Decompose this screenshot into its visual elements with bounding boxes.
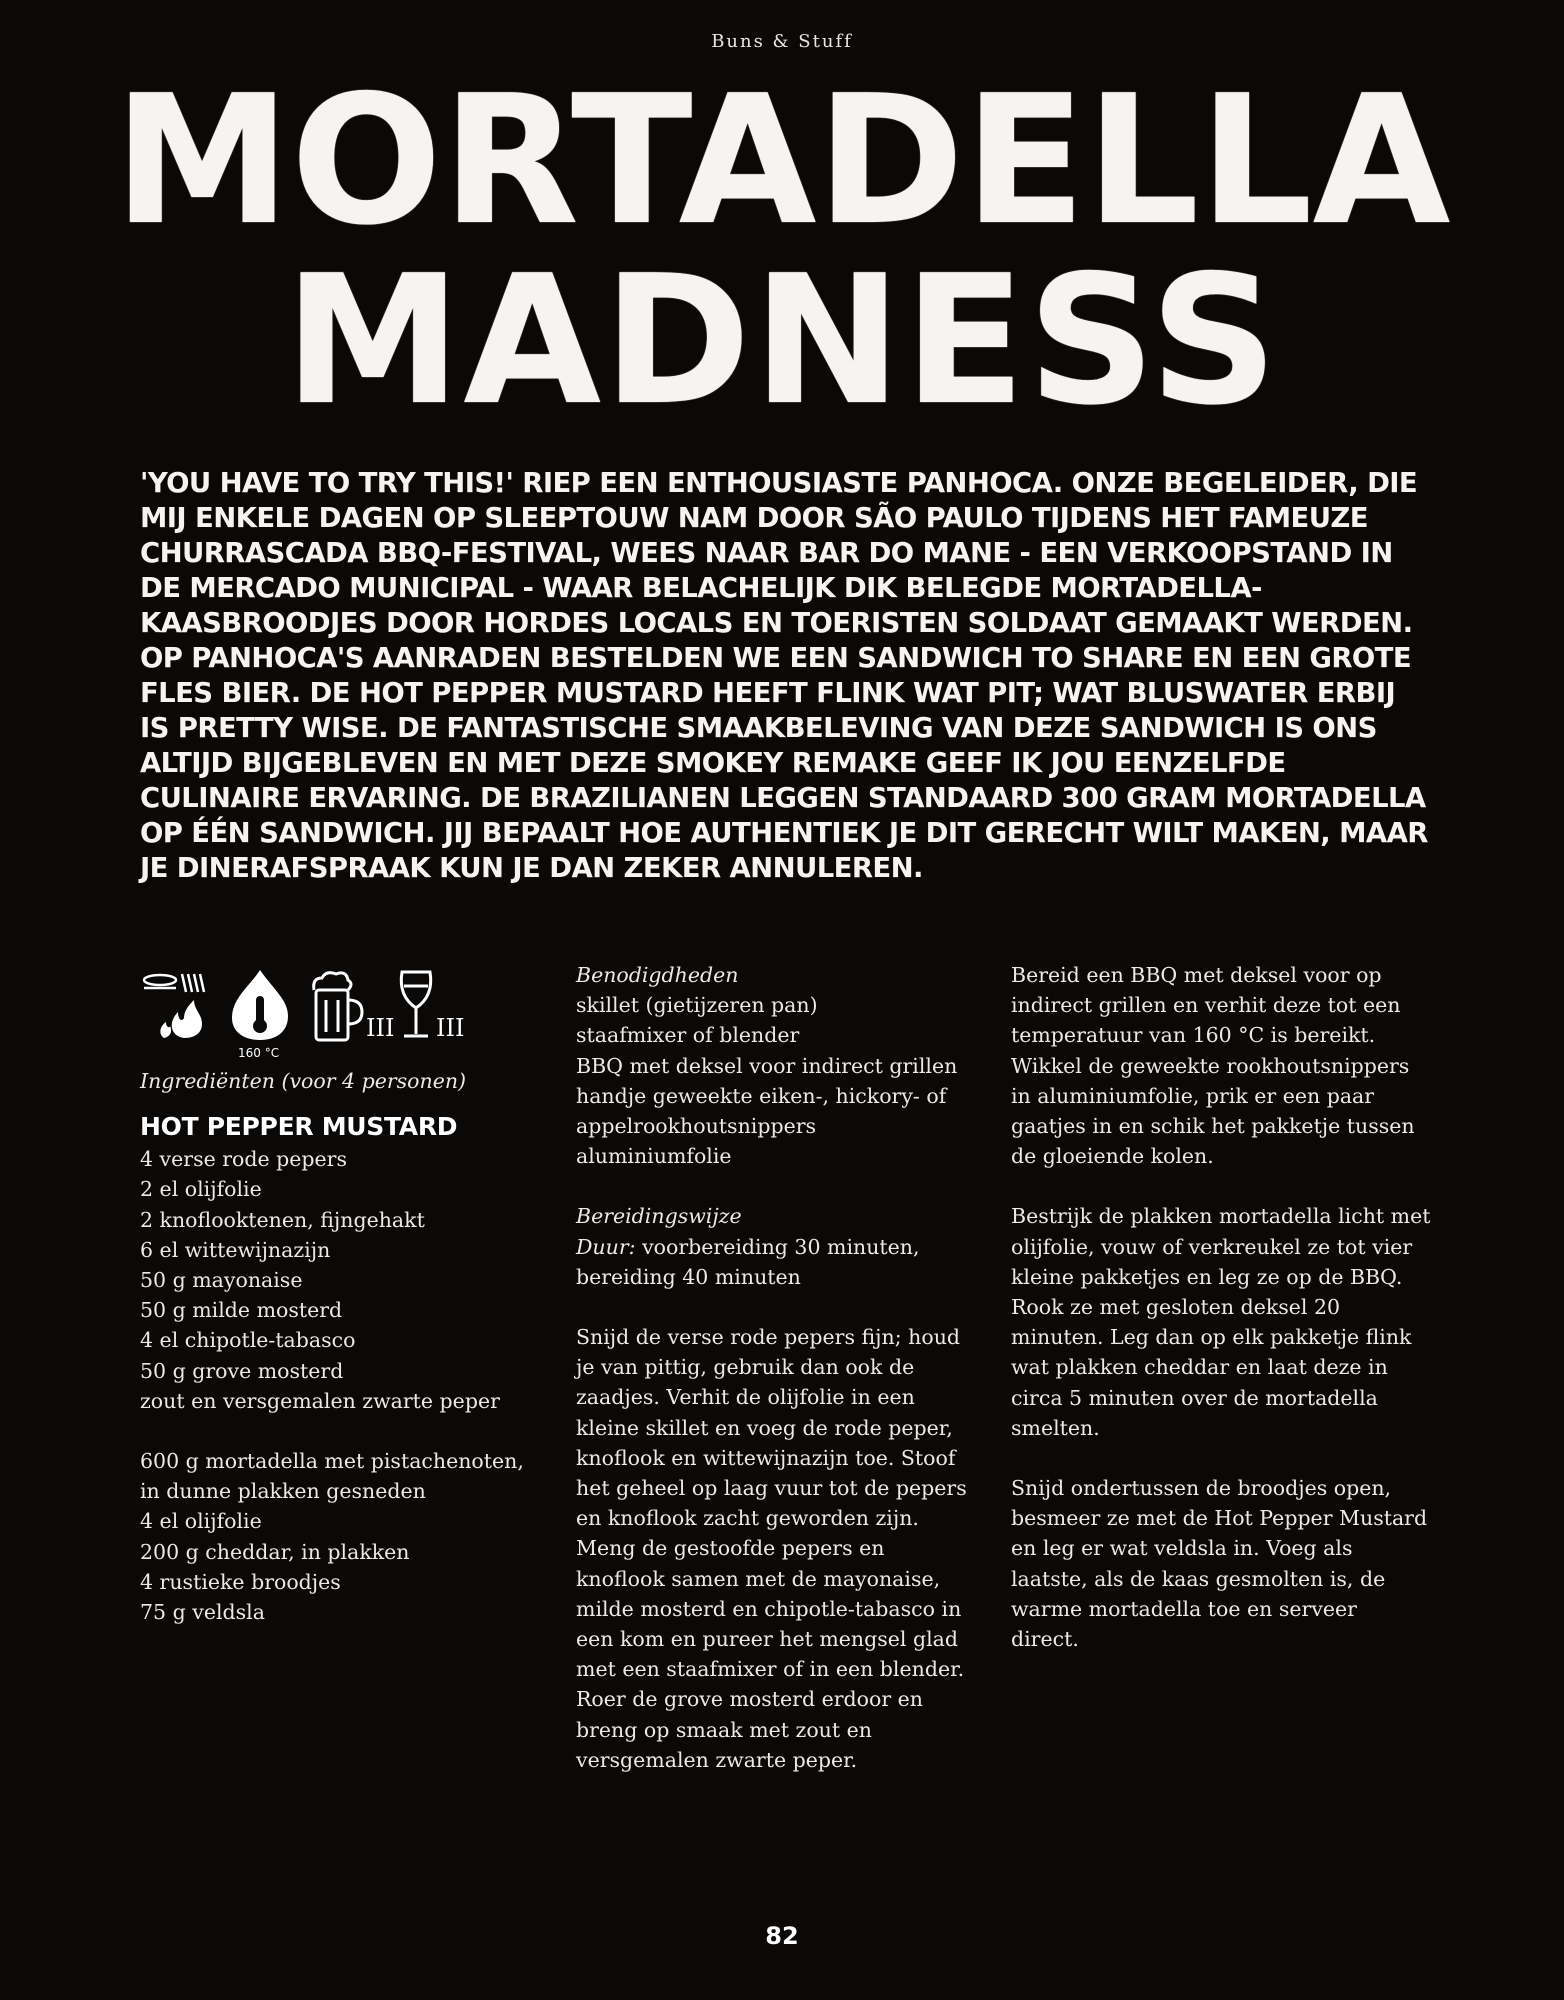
thermometer-icon	[232, 970, 288, 1040]
equipment-item: staafmixer of blender	[576, 1023, 800, 1048]
ingredients-column	[140, 960, 540, 1627]
ingredient-item: 50 g mayonaise	[140, 1268, 303, 1293]
ingredient-item: 75 g veldsla	[140, 1600, 265, 1625]
page-number: 82	[765, 1922, 799, 1950]
indirect-grill-icon	[144, 974, 204, 992]
duration	[576, 1232, 976, 1292]
equipment-item: skillet (gietijzeren pan)	[576, 993, 818, 1018]
ingredients-heading: Ingrediënten (voor 4 personen)	[140, 1069, 467, 1093]
duration-text: voorbereiding 30 minuten, bereiding 40 minuten	[576, 1234, 920, 1289]
beer-rating: III	[366, 1014, 395, 1042]
page-title-line2: MADNESS	[284, 237, 1280, 444]
page-title-line1: MORTADELLA	[113, 57, 1451, 264]
ingredient-item: 6 el wittewijnazijn	[140, 1237, 331, 1262]
ingredient-item: 50 g grove mosterd	[140, 1358, 344, 1383]
beer-icon	[314, 973, 362, 1040]
wine-rating: III	[436, 1014, 465, 1042]
fire-icon	[160, 1000, 202, 1038]
intro-text: 'YOU HAVE TO TRY THIS!' RIEP EEN ENTHOUSIASTE PANHOCA. ONZE BEGELEIDER, DIE MIJ ENKELE DAGEN OP SLEEPTOUW NAM DOOR SÃO PAULO TIJDENS HET FAMEUZE CHURRASCADA BBQ-FESTIVAL, WEES NAAR BAR DO MANE - EEN VERKOOPSTAND IN DE MERCADO MUNICIPAL - WAAR BELACHELIJK DIK BELEGDE MORTADELLA-KAASBROODJES DOOR HORDES LOCALS EN TOERISTEN SOLDAAT GEMAAKT WERDEN. OP PANHOCA'S AANRADEN BESTELDEN WE EEN SANDWICH TO SHARE EN EEN GROTE FLES BIER. DE HOT PEPPER MUSTARD HEEFT FLINK WAT PIT; WAT BLUSWATER ERBIJ IS PRETTY WISE. DE FANTASTISCHE SMAAKBELEVING VAN DEZE SANDWICH IS ONS ALTIJD BIJGEBLEVEN EN MET DEZE SMOKEY REMAKE GEEF IK JOU EENZELFDE CULINAIRE ERVARING. DE BRAZILIANEN LEGGEN STANDAARD 300 GRAM MORTADELLA OP ÉÉN SANDWICH. JIJ BEPAALT HOE AUTHENTIEK JE DIT GERECHT WILT MAKEN, MAAR JE DINERAFSPRAAK KUN JE DAN ZEKER ANNULEREN.	[140, 467, 1428, 884]
sauce-title: HOT PEPPER MUSTARD	[140, 1112, 458, 1142]
ingredient-item: 200 g cheddar, in plakken	[140, 1539, 410, 1564]
ingredient-item: 4 rustieke broodjes	[140, 1569, 341, 1594]
duration-label: Duur:	[576, 1234, 636, 1259]
method-step-3: Bestrijk de plakken mortadella licht met olijfolie, vouw of verkreukel ze tot vier kleine pakketjes en leg ze op de BBQ. Rook ze met gesloten deksel 20 minuten. Leg dan op elk pakketje flink wat plakken cheddar en laat deze in circa 5 minuten over de mortadella smelten.	[1011, 1204, 1431, 1440]
method-step-1: Snijd de verse rode pepers fijn; houd je van pittig, gebruik dan ook de zaadjes. Verhit de olijfolie in een kleine skillet en voeg de rode peper, knoflook en wittewijnazijn toe. Stoof het geheel op laag vuur tot de pepers en knoflook zacht geworden zijn. Meng de gestoofde pepers en knoflook samen met de mayonaise, milde mosterd en chipotle-tabasco in een kom en pureer het mengsel glad met een staafmixer of in een blender. Roer de grove mosterd erdoor en breng op smaak met zout en versgemalen zwarte peper.	[576, 1325, 967, 1772]
temperature-label: 160 °C	[238, 1046, 280, 1060]
equipment-item: aluminiumfolie	[576, 1144, 732, 1169]
ingredient-item: 4 el olijfolie	[140, 1509, 262, 1534]
method-column	[1011, 960, 1431, 1654]
method-step-4: Snijd ondertussen de broodjes open, besmeer ze met de Hot Pepper Mustard en leg er wat veldsla in. Voeg als laatste, als de kaas gesmolten is, de warme mortadella toe en serveer direct.	[1011, 1476, 1428, 1652]
wine-glass-icon	[401, 972, 430, 1036]
equipment-item: BBQ met deksel voor indirect grillen	[576, 1053, 958, 1078]
icon-row	[140, 960, 540, 1060]
method-step-2: Bereid een BBQ met deksel voor op indirect grillen en verhit deze tot een temperatuur van 160 °C is bereikt. Wikkel de geweekte rookhoutsnippers in aluminiumfolie, prik er een paar gaatjes in en schik het pakketje tussen de gloeiende kolen.	[1011, 963, 1415, 1169]
equipment-heading: Benodigdheden	[576, 963, 739, 987]
ingredient-item: 600 g mortadella met pistachenoten, in dunne plakken gesneden	[140, 1449, 524, 1504]
ingredient-item: 4 el chipotle-tabasco	[140, 1328, 356, 1353]
ingredient-item: 2 el olijfolie	[140, 1177, 262, 1202]
ingredient-item: 50 g milde mosterd	[140, 1298, 343, 1323]
ingredient-item: 2 knoflooktenen, fijngehakt	[140, 1207, 425, 1232]
icon-row-graphics	[140, 960, 480, 1056]
equipment-method-column	[576, 960, 976, 1775]
equipment-item: handje geweekte eiken-, hickory- of appelrookhoutsnippers	[576, 1083, 947, 1139]
section-label: Buns & Stuff	[711, 31, 853, 52]
ingredient-item: 4 verse rode pepers	[140, 1147, 347, 1172]
ingredient-item: zout en versgemalen zwarte peper	[140, 1388, 500, 1413]
intro-paragraph	[140, 466, 1430, 886]
method-heading: Bereidingswijze	[576, 1204, 742, 1229]
